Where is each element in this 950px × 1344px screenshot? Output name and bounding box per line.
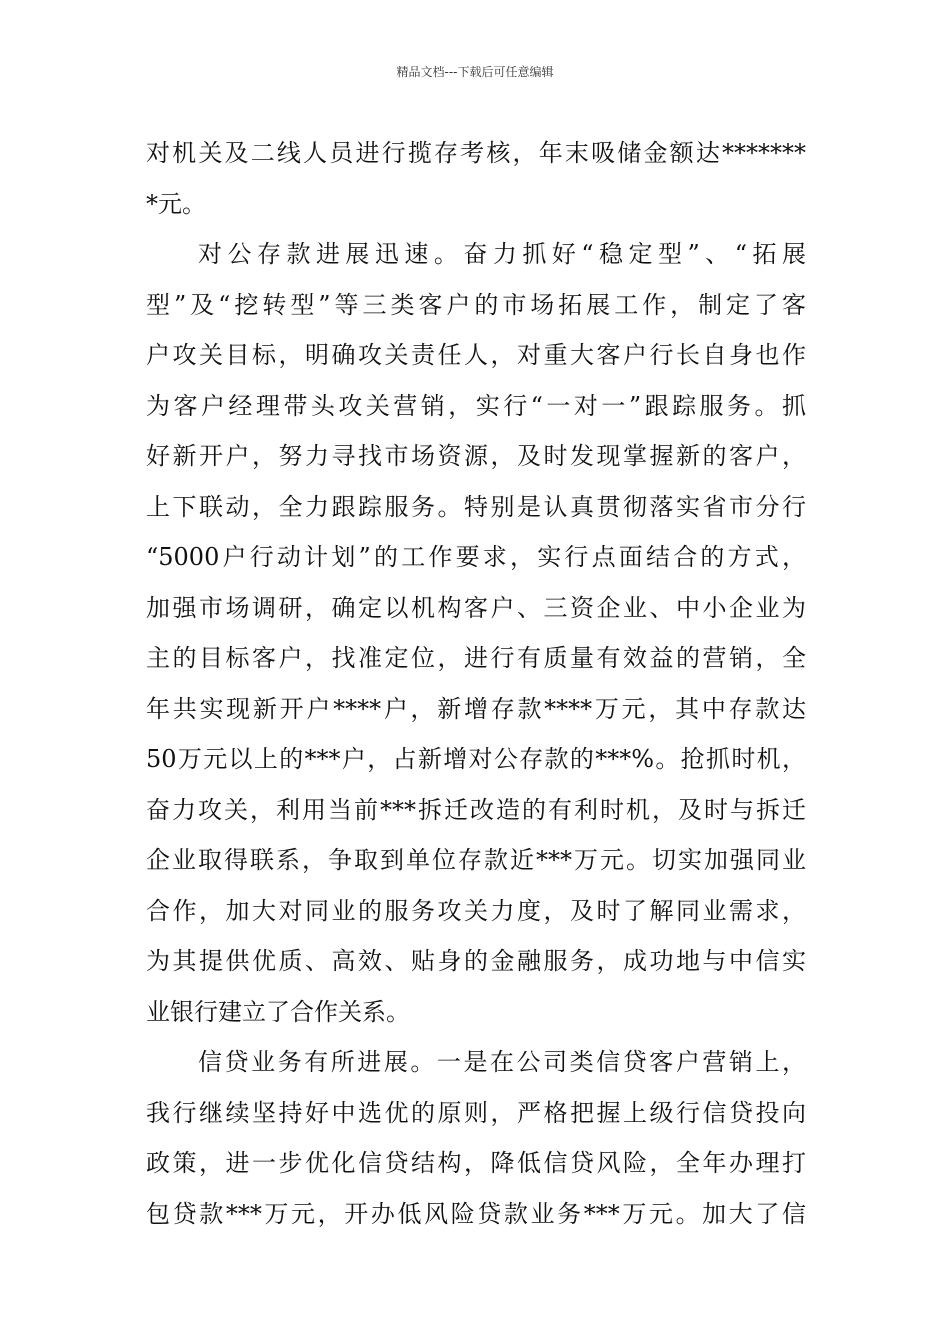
text-line: 50万元以上的***户，占新增对公存款的***%。抢抓时机， <box>146 745 806 773</box>
text-line: 上下联动，全力跟踪服务。特别是认真贯彻落实省市分行 <box>146 492 806 521</box>
text-line: 政策，进一步优化信贷结构，降低信贷风险，全年办理打 <box>146 1149 806 1177</box>
text-line: 包贷款***万元，开办低风险贷款业务***万元。加大了信 <box>146 1199 806 1228</box>
page-header: 精品文档---下载后可任意编辑 <box>396 65 554 79</box>
text-line: 年共实现新开户****户，新增存款****万元，其中存款达 <box>146 694 806 723</box>
paragraph-first-line: 对公存款进展迅速。奋力抓好“稳定型”、“拓展 <box>198 240 806 268</box>
document-body <box>146 128 806 1239</box>
text-line: 型”及“挖转型”等三类客户的市场拓展工作，制定了客 <box>146 290 806 319</box>
text-line: 户攻关目标，明确攻关责任人，对重大客户行长自身也作 <box>146 341 806 369</box>
text-line: 加强市场调研，确定以机构客户、三资企业、中小企业为 <box>146 593 806 622</box>
text-line: *元。 <box>146 189 206 218</box>
text-line: 为客户经理带头攻关营销，实行“一对一”跟踪服务。抓 <box>146 391 806 420</box>
text-line: 我行继续坚持好中选优的原则，严格把握上级行信贷投向 <box>146 1098 806 1127</box>
text-line: “5000户行动计划”的工作要求，实行点面结合的方式， <box>146 543 806 571</box>
text-line: 好新开户，努力寻找市场资源，及时发现掌握新的客户， <box>146 442 806 470</box>
text-line: 为其提供优质、高效、贴身的金融服务，成功地与中信实 <box>146 947 806 975</box>
text-line: 主的目标客户，找准定位，进行有质量有效益的营销，全 <box>146 644 806 672</box>
paragraph-first-line: 信贷业务有所进展。一是在公司类信贷客户营销上， <box>198 1048 806 1076</box>
text-line: 企业取得联系，争取到单位存款近***万元。切实加强同业 <box>146 846 806 874</box>
text-line: 合作，加大对同业的服务攻关力度，及时了解同业需求， <box>146 896 806 925</box>
text-line: 业银行建立了合作关系。 <box>146 997 410 1026</box>
text-line: 对机关及二线人员进行揽存考核，年末吸储金额达******* <box>146 139 806 167</box>
text-line: 奋力攻关，利用当前***拆迁改造的有利时机，及时与拆迁 <box>146 795 806 824</box>
